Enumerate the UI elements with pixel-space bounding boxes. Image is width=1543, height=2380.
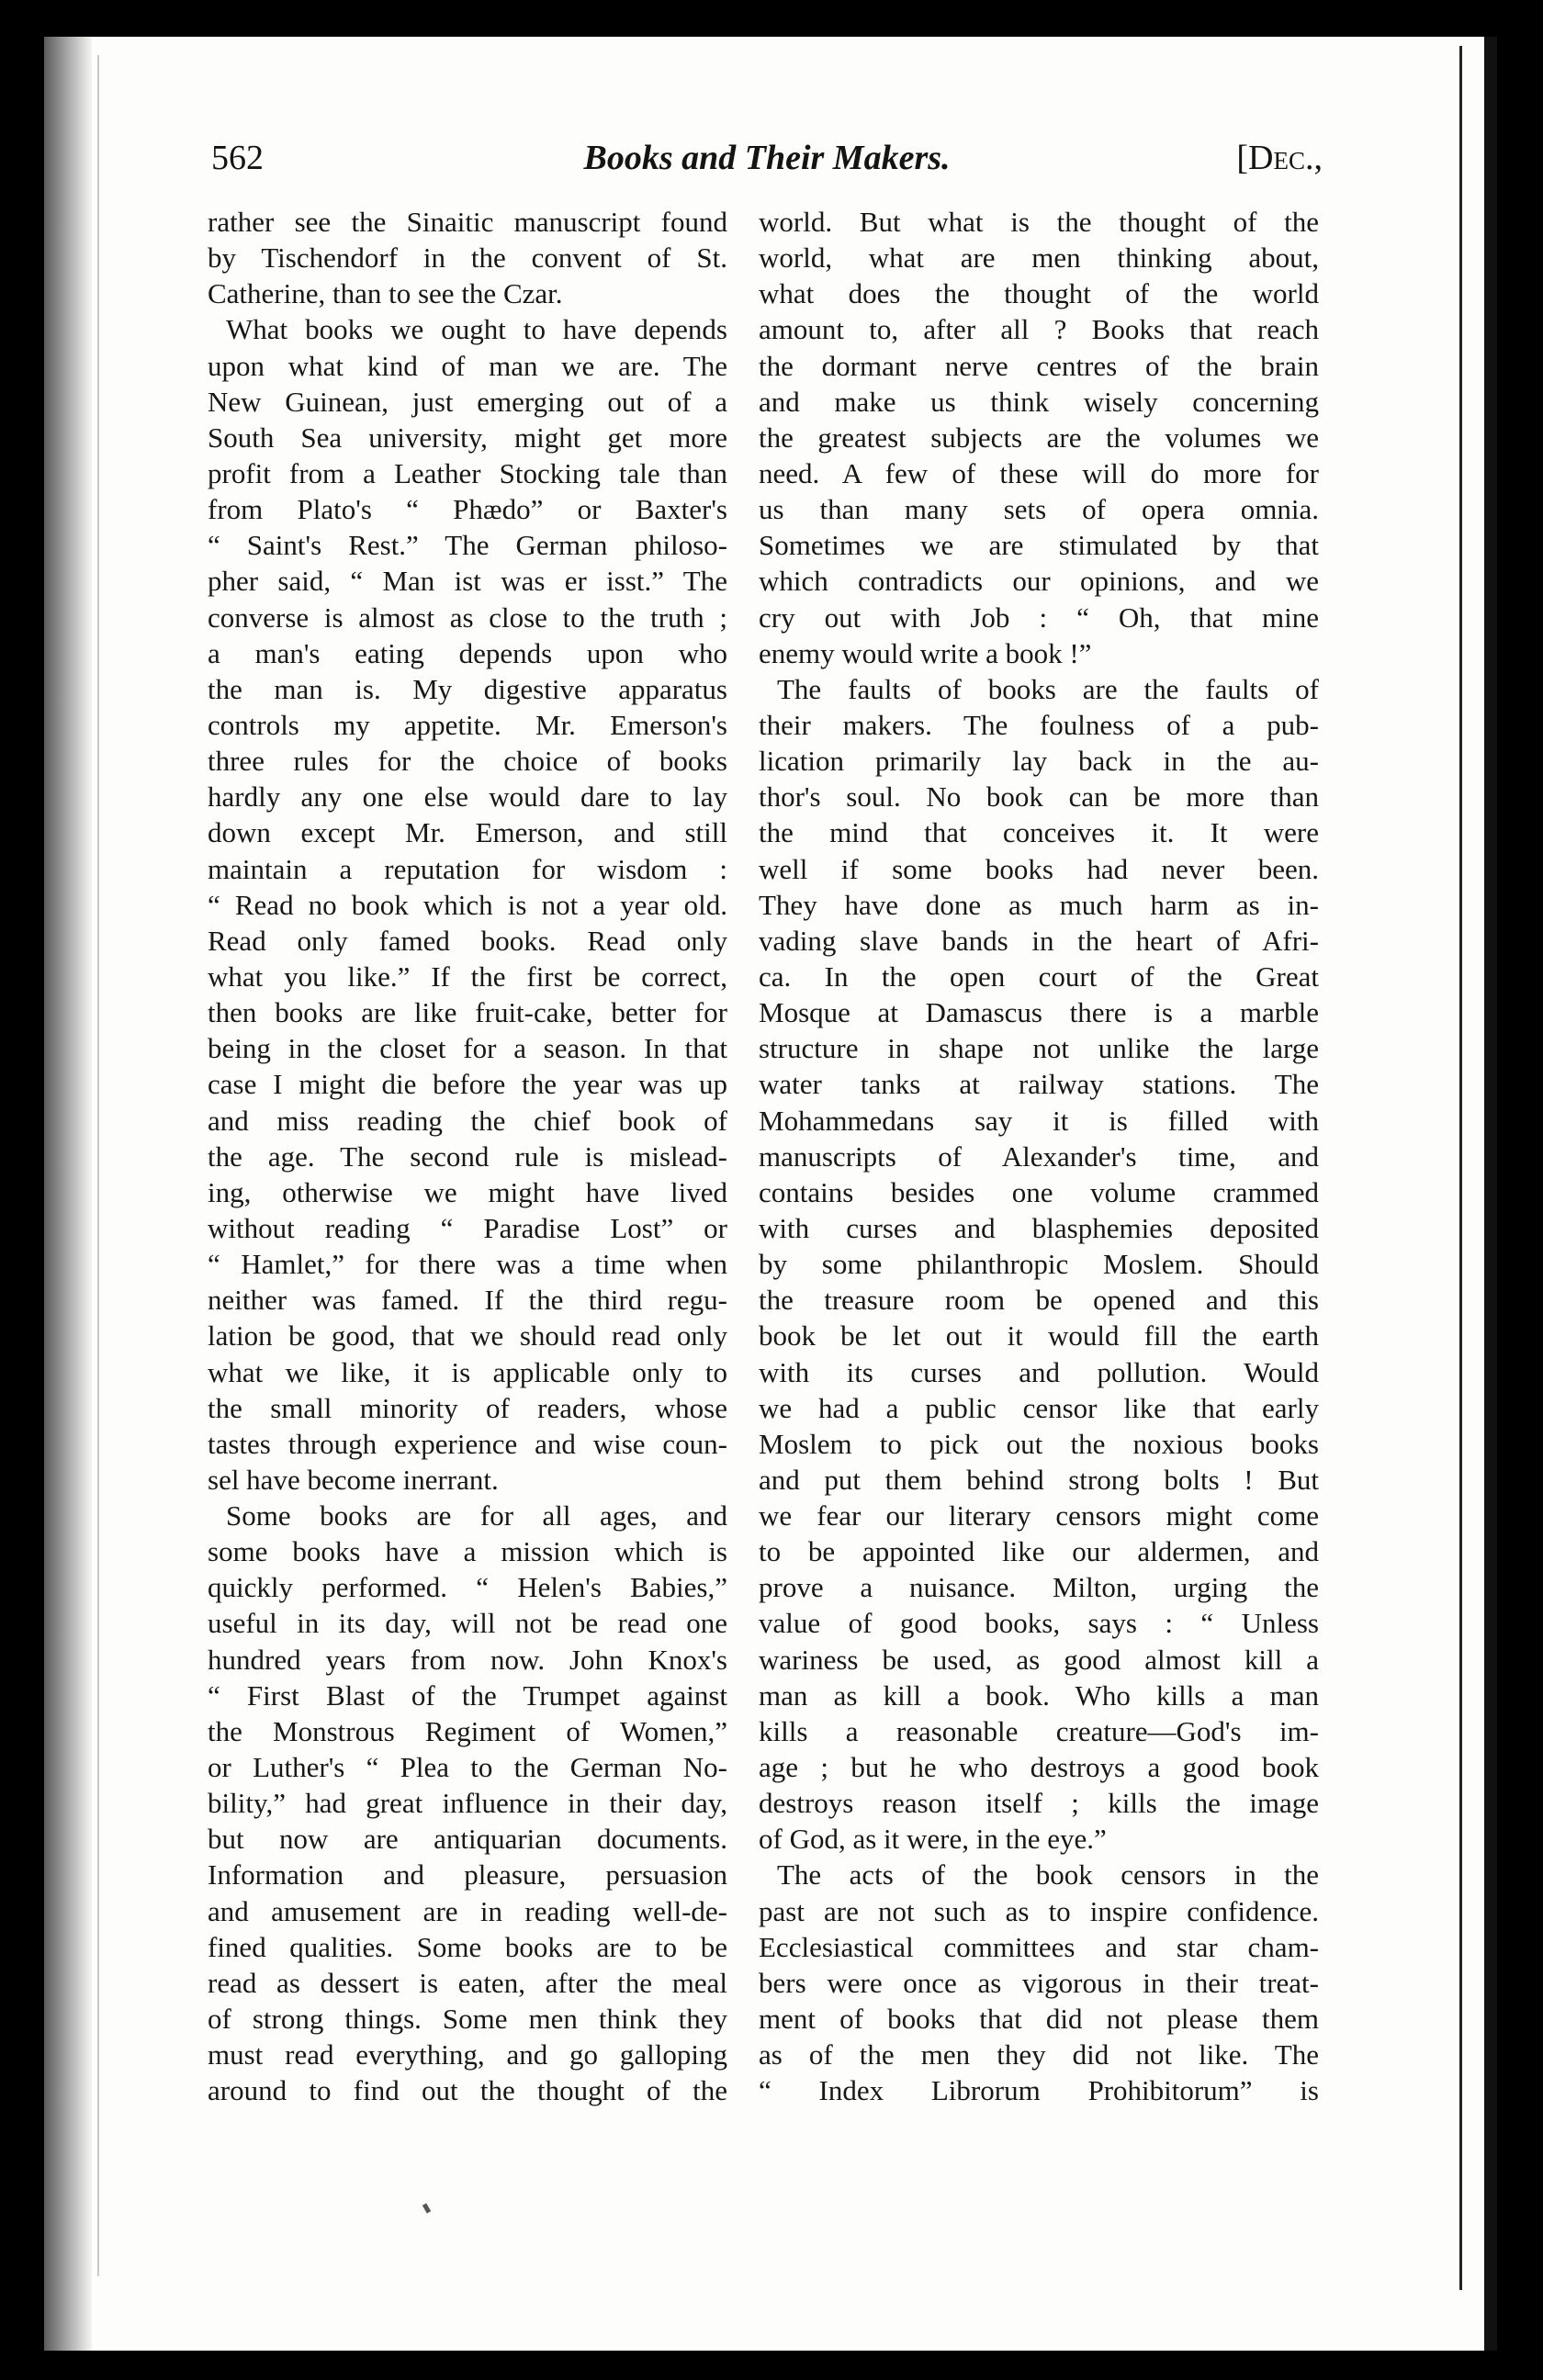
text-line: The acts of the book censors in the — [777, 1858, 1319, 1892]
text-line: must read everything, and go galloping — [208, 2038, 727, 2071]
text-line: we fear our literary censors might come — [759, 1499, 1319, 1532]
text-line: the treasure room be opened and this — [759, 1284, 1319, 1317]
text-line: then books are like fruit-cake, better for — [208, 996, 727, 1029]
text-line: water tanks at railway stations. The — [759, 1068, 1319, 1101]
text-line: a man's eating depends upon who — [208, 636, 727, 669]
text-line: ca. In the open court of the Great — [759, 960, 1319, 993]
text-line: with curses and blasphemies deposited — [759, 1211, 1319, 1244]
text-line: world, what are men thinking about, — [759, 241, 1319, 275]
text-line: the dormant nerve centres of the brain — [759, 349, 1319, 382]
text-line: Information and pleasure, persuasion — [208, 1858, 727, 1892]
text-line: South Sea university, might get more — [208, 421, 727, 454]
text-line: controls my appetite. Mr. Emerson's — [208, 708, 727, 741]
text-line: New Guinean, just emerging out of a — [208, 385, 727, 418]
facing-page-edge — [1484, 37, 1497, 2351]
page-gutter-shadow — [44, 37, 92, 2351]
text-line: some books have a mission which is — [208, 1535, 727, 1568]
text-line: “ Saint's Rest.” The German philoso- — [208, 529, 727, 562]
text-line: or Luther's “ Plea to the German No- — [208, 1751, 727, 1784]
text-line: amount to, after all ? Books that reach — [759, 313, 1319, 346]
text-line: of God, as it were, in the eye.” — [759, 1823, 1107, 1856]
text-line: bility,” had great influence in their day, — [208, 1787, 727, 1820]
text-line: sel have become inerrant. — [208, 1463, 499, 1496]
text-line: “ Hamlet,” for there was a time when — [208, 1248, 727, 1281]
text-line: and make us think wisely concerning — [759, 385, 1319, 418]
text-line: case I might die before the year was up — [208, 1068, 727, 1101]
facing-page-edge-line — [1459, 46, 1462, 2290]
text-line: Moslem to pick out the noxious books — [759, 1427, 1319, 1460]
text-line: useful in its day, will not be read one — [208, 1607, 727, 1640]
text-line: but now are antiquarian documents. — [208, 1823, 727, 1856]
text-line: “ Read no book which is not a year old. — [208, 888, 727, 921]
text-line: Catherine, than to see the Czar. — [208, 277, 563, 310]
text-line: ing, otherwise we might have lived — [208, 1175, 727, 1208]
text-line: the greatest subjects are the volumes we — [759, 421, 1319, 454]
header-month: [Dec., — [1236, 139, 1323, 177]
text-line: hundred years from now. John Knox's — [208, 1643, 727, 1676]
gutter-edge-line — [97, 55, 99, 2276]
text-line: from Plato's “ Phædo” or Baxter's — [208, 493, 727, 526]
text-line: bers were once as vigorous in their treat- — [759, 1966, 1319, 1999]
text-line: destroys reason itself ; kills the image — [759, 1787, 1319, 1820]
text-line: cry out with Job : “ Oh, that mine — [759, 601, 1319, 634]
text-line: prove a nuisance. Milton, urging the — [759, 1571, 1319, 1604]
text-line: the small minority of readers, whose — [208, 1391, 727, 1424]
text-line: us than many sets of opera omnia. — [759, 493, 1319, 526]
text-line: what we like, it is applicable only to — [208, 1355, 727, 1388]
text-line: around to find out the thought of the — [208, 2074, 727, 2107]
text-line: “ First Blast of the Trumpet against — [208, 1678, 727, 1712]
text-line: kills a reasonable creature—God's im- — [759, 1714, 1319, 1747]
page-number: 562 — [211, 139, 264, 177]
text-line: lication primarily lay back in the au- — [759, 745, 1319, 778]
text-line: quickly performed. “ Helen's Babies,” — [208, 1571, 727, 1604]
text-line: what does the thought of the world — [759, 277, 1319, 310]
text-line: their makers. The foulness of a pub- — [759, 708, 1319, 741]
text-line: enemy would write a book !” — [759, 636, 1092, 669]
running-title: Books and Their Makers. — [583, 139, 951, 177]
text-line: manuscripts of Alexander's time, and — [759, 1139, 1319, 1173]
text-line: without reading “ Paradise Lost” or — [208, 1211, 727, 1244]
text-line: the mind that conceives it. It were — [759, 816, 1319, 849]
text-line: The faults of books are the faults of — [777, 672, 1319, 705]
text-line: upon what kind of man we are. The — [208, 349, 727, 382]
text-line: what you like.” If the first be correct, — [208, 960, 727, 993]
text-line: structure in shape not unlike the large — [759, 1032, 1319, 1065]
text-line: with its curses and pollution. Would — [759, 1355, 1319, 1388]
text-column-left — [208, 204, 727, 2108]
text-line: well if some books had never been. — [759, 852, 1319, 885]
text-line: of strong things. Some men think they — [208, 2003, 727, 2036]
page-header — [211, 138, 1323, 193]
text-line: the age. The second rule is mislead- — [208, 1139, 727, 1173]
text-line: and put them behind strong bolts ! But — [759, 1463, 1319, 1496]
text-line: world. But what is the thought of the — [759, 206, 1319, 238]
text-line: which contradicts our opinions, and we — [759, 565, 1319, 598]
text-line: converse is almost as close to the truth ; — [208, 601, 727, 634]
text-line: rather see the Sinaitic manuscript found — [208, 206, 727, 238]
text-line: need. A few of these will do more for — [759, 456, 1319, 489]
text-line: vading slave bands in the heart of Afri- — [759, 924, 1319, 957]
text-line: Sometimes we are stimulated by that — [759, 529, 1319, 562]
text-line: the man is. My digestive apparatus — [208, 672, 727, 705]
text-line: thor's soul. No book can be more than — [759, 780, 1319, 814]
text-line: three rules for the choice of books — [208, 745, 727, 778]
text-line: pher said, “ Man ist was er isst.” The — [208, 565, 727, 598]
text-line: wariness be used, as good almost kill a — [759, 1643, 1319, 1676]
text-line: down except Mr. Emerson, and still — [208, 816, 727, 849]
text-line: to be appointed like our aldermen, and — [759, 1535, 1319, 1568]
text-line: ment of books that did not please them — [759, 2003, 1319, 2036]
text-line: What books we ought to have depends — [226, 313, 727, 346]
text-line: maintain a reputation for wisdom : — [208, 852, 727, 885]
text-line: Mohammedans say it is filled with — [759, 1104, 1319, 1137]
text-line: we had a public censor like that early — [759, 1391, 1319, 1424]
text-line: past are not such as to inspire confidence. — [759, 1894, 1319, 1927]
text-line: book be let out it would fill the earth — [759, 1319, 1319, 1353]
text-line: profit from a Leather Stocking tale than — [208, 456, 727, 489]
text-line: Mosque at Damascus there is a marble — [759, 996, 1319, 1029]
text-line: Some books are for all ages, and — [226, 1499, 727, 1532]
text-line: lation be good, that we should read only — [208, 1319, 727, 1353]
text-line: age ; but he who destroys a good book — [759, 1751, 1319, 1784]
text-line: “ Index Librorum Prohibitorum” is — [759, 2074, 1319, 2107]
text-line: Ecclesiastical committees and star cham- — [759, 1930, 1319, 1963]
text-line: Read only famed books. Read only — [208, 924, 727, 957]
text-line: value of good books, says : “ Unless — [759, 1607, 1319, 1640]
text-line: hardly any one else would dare to lay — [208, 780, 727, 814]
text-line: as of the men they did not like. The — [759, 2038, 1319, 2071]
text-line: by some philanthropic Moslem. Should — [759, 1248, 1319, 1281]
text-line: contains besides one volume crammed — [759, 1175, 1319, 1208]
text-line: fined qualities. Some books are to be — [208, 1930, 727, 1963]
text-line: read as dessert is eaten, after the meal — [208, 1966, 727, 1999]
text-line: being in the closet for a season. In that — [208, 1032, 727, 1065]
text-line: the Monstrous Regiment of Women,” — [208, 1714, 727, 1747]
text-line: by Tischendorf in the convent of St. — [208, 241, 727, 275]
text-line: and amusement are in reading well-de- — [208, 1894, 727, 1927]
text-line: They have done as much harm as in- — [759, 888, 1319, 921]
text-line: neither was famed. If the third regu- — [208, 1284, 727, 1317]
text-column-right — [759, 204, 1319, 2108]
text-line: and miss reading the chief book of — [208, 1104, 727, 1137]
text-line: tastes through experience and wise coun- — [208, 1427, 727, 1460]
text-line: man as kill a book. Who kills a man — [759, 1678, 1319, 1712]
